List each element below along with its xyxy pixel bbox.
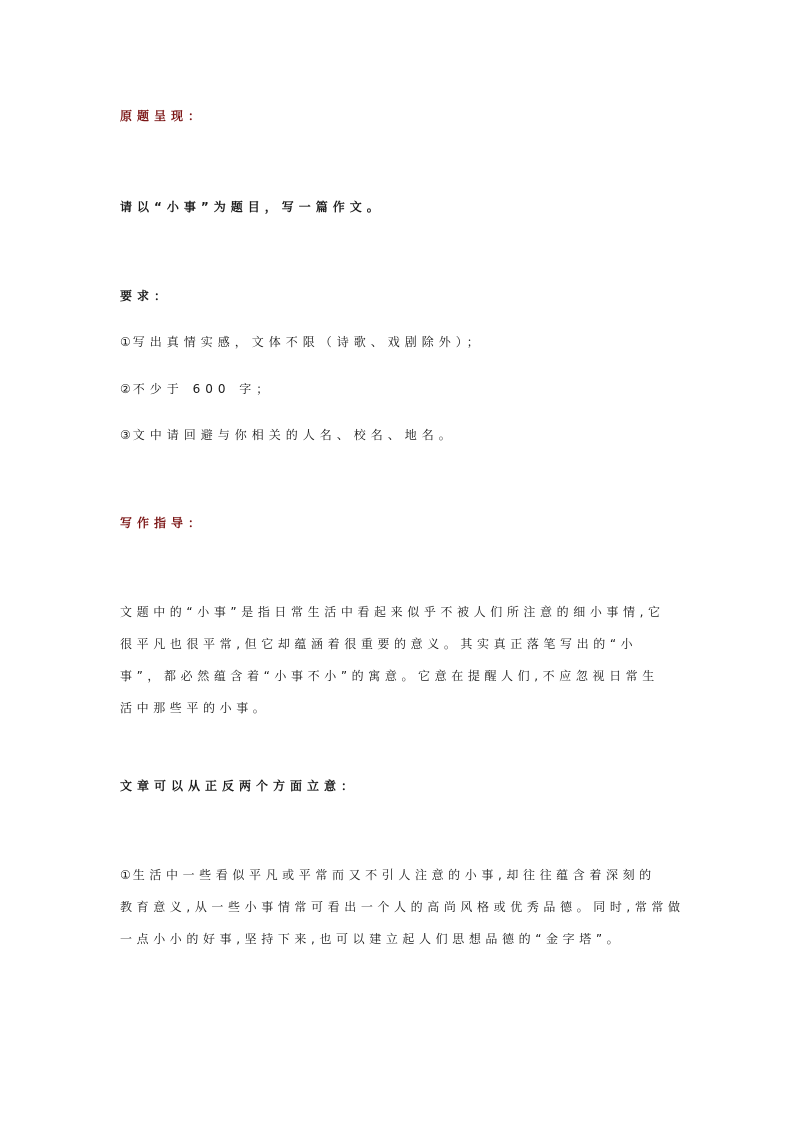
item-text: 写出真情实感，文体不限（诗歌、戏剧除外）； — [132, 335, 484, 349]
item-marker: ③ — [120, 428, 131, 442]
guidance-line: 事”，都必然蕴含着“小事不小”的寓意。它意在提醒人们,不应忽视日常生 — [120, 669, 659, 683]
item-marker: ① — [120, 868, 131, 882]
angles-heading: 文章可以从正反两个方面立意： — [120, 779, 359, 793]
guidance-line: 文题中的“小事”是指日常生活中看起来似乎不被人们所注意的细小事情,它 — [120, 605, 665, 619]
essay-prompt: 请以“小事”为题目，写一篇作文。 — [120, 200, 384, 214]
guidance-paragraph — [120, 596, 680, 724]
angles-line: 一点小小的好事,坚持下来,也可以建立起人们思想品德的“金字塔”。 — [120, 932, 624, 946]
guidance-heading: 写作指导： — [120, 516, 206, 530]
original-heading: 原题呈现： — [120, 109, 206, 123]
angles-line: 教育意义,从一些小事情常可看出一个人的高尚风格或优秀品德。同时,常常做 — [120, 900, 685, 914]
item-text: 文中请回避与你相关的人名、校名、地名。 — [132, 428, 456, 442]
angles-paragraph — [120, 859, 685, 955]
guidance-line: 活中那些平的小事。 — [120, 701, 270, 715]
requirement-item — [120, 381, 273, 397]
requirement-item — [120, 334, 484, 350]
item-marker: ① — [120, 335, 131, 349]
guidance-line: 很平凡也很平常,但它却蕴涵着很重要的意义。其实真正落笔写出的“小 — [120, 637, 638, 651]
requirement-item — [120, 427, 456, 443]
angles-line: ① 生活中一些看似平凡或平常而又不引人注意的小事,却往往蕴含着深刻的 — [120, 868, 656, 882]
requirements-heading: 要求： — [120, 289, 172, 303]
item-marker: ② — [120, 382, 131, 396]
item-text: 不少于 600 字； — [132, 382, 274, 396]
